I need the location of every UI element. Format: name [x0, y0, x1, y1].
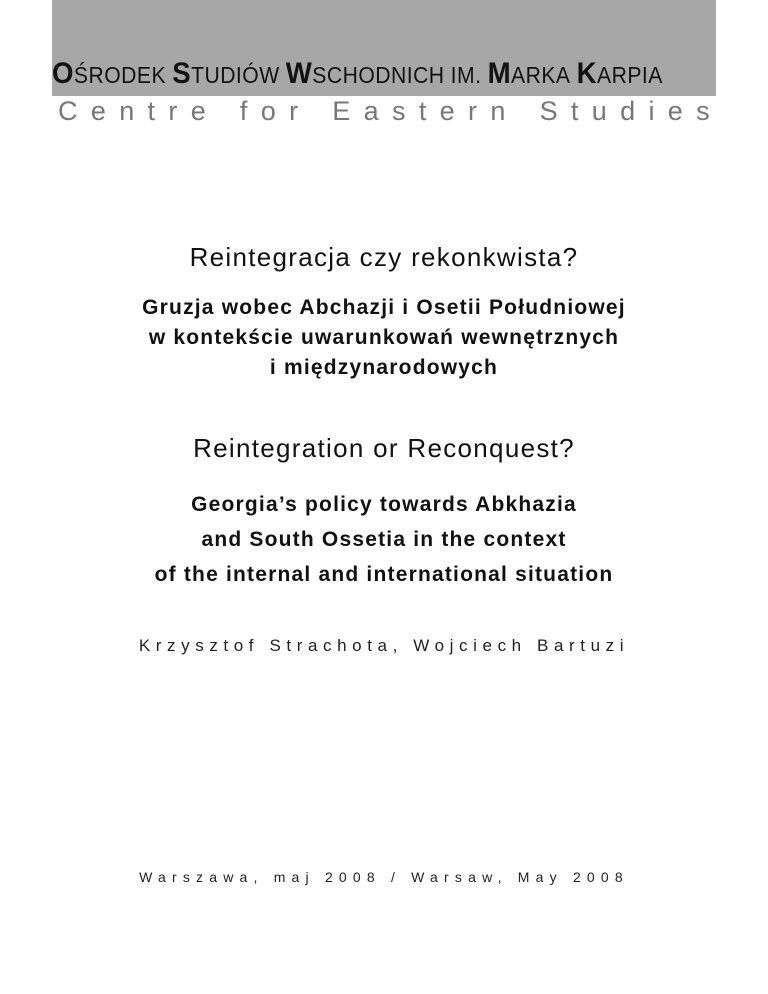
institution-letter: o — [260, 95, 276, 126]
institution-letter: t — [418, 95, 427, 126]
word-initial: O — [52, 57, 74, 90]
institution-letter: S — [539, 95, 558, 126]
word-initial: W — [285, 57, 313, 90]
institution-name-polish — [52, 57, 663, 91]
subtitle-line: of the internal and international situation — [154, 563, 614, 586]
institution-letter: f — [239, 95, 248, 126]
word-initial: K — [576, 57, 598, 90]
institution-letter: E — [332, 95, 351, 126]
institution-letter: r — [289, 95, 299, 126]
word-gap — [219, 96, 227, 127]
word-rest: SCHODNICH — [312, 62, 445, 88]
institution-letter: d — [620, 95, 636, 126]
title-english: Reintegration or Reconquest? — [193, 433, 575, 463]
institution-letter: s — [392, 95, 406, 126]
subtitle-line: Georgia’s policy towards Abkhazia — [191, 493, 577, 516]
institution-name-english — [58, 94, 710, 128]
word-gap — [311, 96, 319, 127]
word-rest: ARKA — [511, 62, 571, 88]
institution-letter: t — [147, 95, 156, 126]
subtitle-english — [0, 487, 768, 592]
institution-letter: e — [439, 95, 455, 126]
institution-letter: e — [90, 95, 106, 126]
institution-word — [52, 57, 166, 91]
institution-letter: u — [591, 95, 607, 126]
institution-letter: s — [696, 95, 710, 126]
institution-letter: e — [190, 95, 206, 126]
word-initial: S — [172, 57, 192, 90]
institution-letter: t — [570, 95, 579, 126]
institution-letter: r — [168, 95, 178, 126]
institution-letter: n — [119, 95, 135, 126]
institution-letter: n — [490, 95, 506, 126]
institution-letter: r — [468, 95, 478, 126]
institution-word — [488, 57, 571, 91]
authors: Krzysztof Strachota, Wojciech Bartuzi — [138, 636, 630, 655]
institution-letter: e — [667, 95, 683, 126]
title-polish: Reintegracja czy rekonkwista? — [189, 242, 579, 272]
word-rest: ARPIA — [597, 62, 663, 88]
institution-letter: C — [58, 95, 78, 126]
institution-word — [451, 57, 482, 91]
word-initial: M — [487, 57, 512, 90]
subtitle-line: Gruzja wobec Abchazji i Osetii Południowej — [142, 296, 626, 319]
subtitle-line: i międzynarodowych — [269, 356, 499, 379]
institution-word — [577, 57, 663, 91]
subtitle-line: and South Ossetia in the context — [201, 528, 567, 551]
word-rest: ŚRODEK — [73, 62, 167, 88]
subtitle-line: w kontekście uwarunkowań wewnętrznych — [148, 326, 620, 349]
publication-date-place: Warszawa, maj 2008 / Warsaw, May 2008 — [139, 869, 629, 885]
subtitle-polish — [0, 293, 768, 383]
word-rest: TUDIÓW — [191, 62, 280, 88]
institution-letter: a — [363, 95, 379, 126]
institution-letter: i — [648, 95, 655, 126]
institution-word — [286, 57, 445, 91]
institution-word — [172, 57, 279, 91]
word-gap — [519, 96, 527, 127]
word-rest: IM. — [450, 62, 482, 88]
